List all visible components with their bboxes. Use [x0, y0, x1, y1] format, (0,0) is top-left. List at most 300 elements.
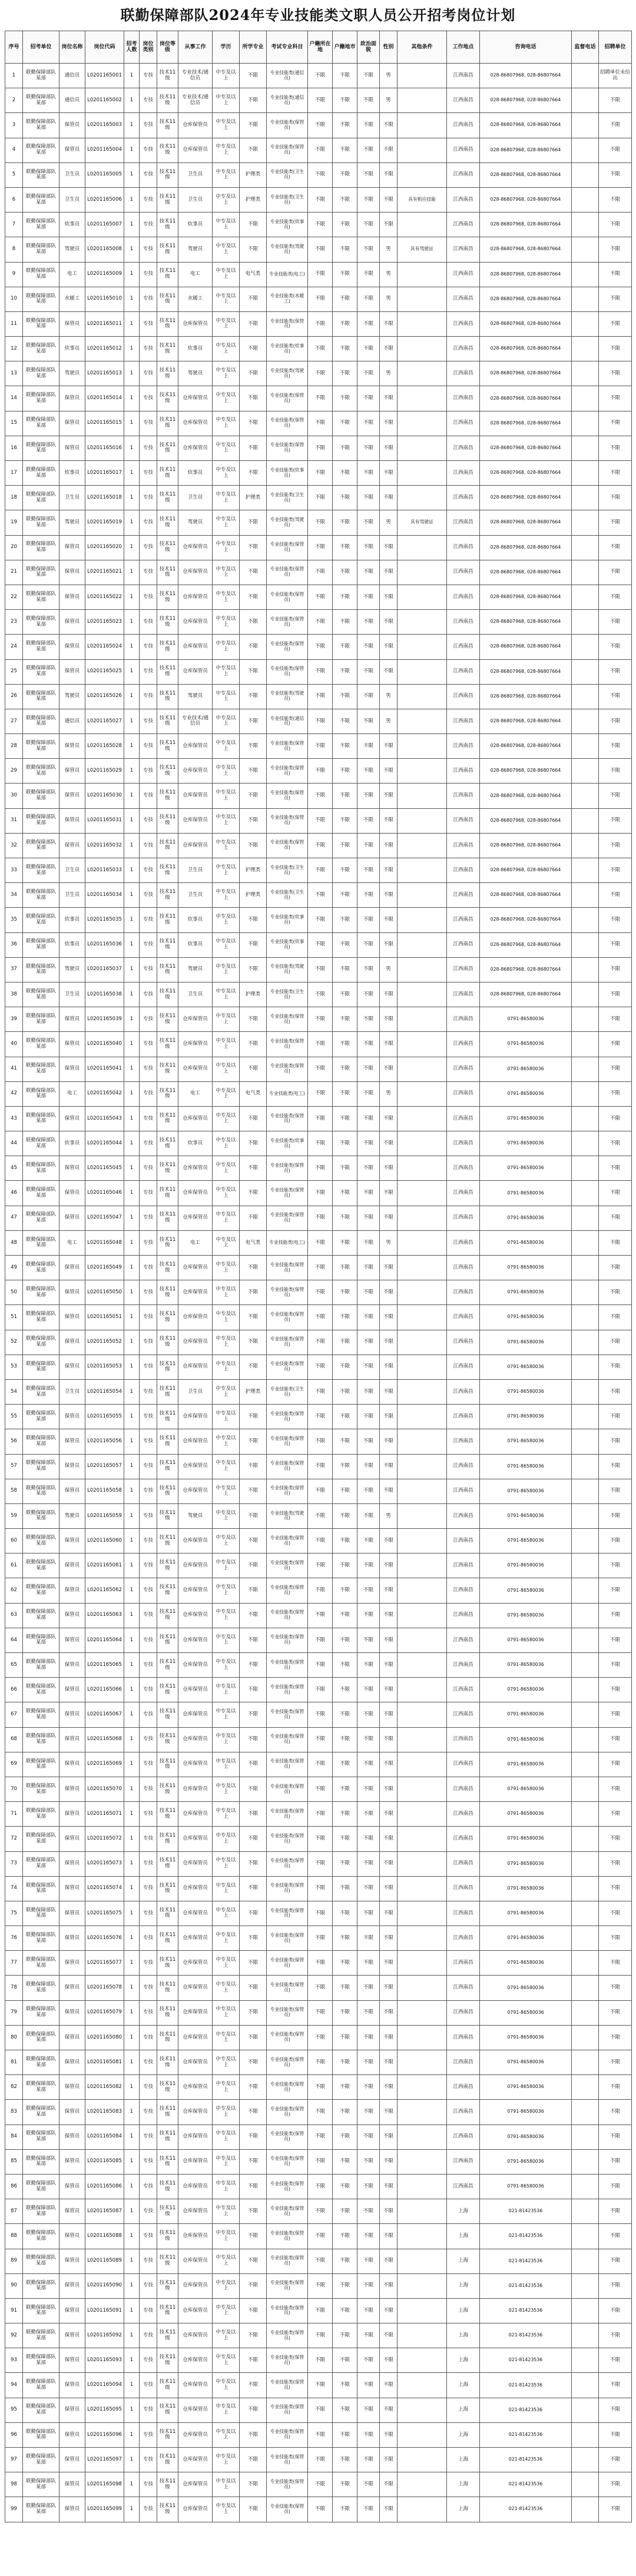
category-cell: 专技	[140, 734, 157, 759]
household-cell: 不限	[308, 1603, 333, 1628]
gender-cell: 不限	[380, 311, 398, 336]
household-cell: 不限	[308, 808, 333, 833]
category-cell: 专技	[140, 2100, 157, 2124]
position-cell: 炊事员	[59, 908, 85, 932]
gender-cell: 不限	[380, 1802, 398, 1827]
count-cell: 1	[124, 1479, 140, 1503]
exam-cell: 专业技能类(保管员)	[267, 659, 308, 684]
conditions-cell	[398, 1355, 447, 1379]
table-row	[5, 1181, 632, 1206]
household-cell: 不限	[308, 2224, 333, 2249]
city-cell: 不限	[333, 287, 357, 311]
household-cell: 不限	[308, 386, 333, 411]
work-cell: 仓库保管员	[178, 1802, 213, 1827]
count-cell: 1	[124, 337, 140, 361]
position-cell: 保管员	[59, 1454, 85, 1479]
conditions-cell	[398, 734, 447, 759]
location-cell: 江西南昌	[447, 486, 480, 510]
conditions-cell	[398, 1131, 447, 1156]
category-cell: 专技	[140, 784, 157, 808]
major-cell: 不限	[240, 2000, 267, 2025]
major-cell: 不限	[240, 1330, 267, 1355]
education-cell: 中专及以上	[213, 1256, 240, 1280]
employer-cell: 不限	[599, 1976, 632, 2000]
work-cell: 电工	[178, 1081, 213, 1106]
education-cell: 中专及以上	[213, 287, 240, 311]
table-row	[5, 88, 632, 113]
education-cell: 中专及以上	[213, 2199, 240, 2224]
position-cell: 保管员	[59, 2373, 85, 2398]
household-cell: 不限	[308, 2100, 333, 2124]
work-cell: 仓库保管员	[178, 1405, 213, 1429]
conditions-cell	[398, 659, 447, 684]
position-cell: 保管员	[59, 2348, 85, 2373]
city-cell: 不限	[333, 337, 357, 361]
education-cell: 中专及以上	[213, 883, 240, 908]
conditions-cell	[398, 436, 447, 460]
city-cell: 不限	[333, 361, 357, 386]
phone-cell: 028-86807968, 028-86807664	[480, 535, 572, 560]
unit-cell: 联勤保障部队某部	[23, 734, 59, 759]
politics-cell: 不限	[357, 2075, 380, 2100]
unit-cell: 联勤保障部队某部	[23, 709, 59, 733]
education-cell: 中专及以上	[213, 2075, 240, 2100]
location-cell: 江西南昌	[447, 1678, 480, 1702]
politics-cell: 不限	[357, 311, 380, 336]
row-number: 72	[5, 1827, 23, 1851]
politics-cell: 不限	[357, 1429, 380, 1454]
location-cell: 江西南昌	[447, 510, 480, 535]
supervision-cell	[572, 734, 599, 759]
conditions-cell	[398, 1405, 447, 1429]
position-cell: 保管员	[59, 1181, 85, 1206]
major-cell: 不限	[240, 287, 267, 311]
level-cell: 技术11级	[157, 2497, 178, 2522]
household-cell: 不限	[308, 2273, 333, 2298]
count-cell: 1	[124, 2124, 140, 2149]
category-cell: 专技	[140, 1230, 157, 1255]
gender-cell: 不限	[380, 759, 398, 784]
category-cell: 专技	[140, 1727, 157, 1752]
gender-cell: 不限	[380, 908, 398, 932]
code-cell: L0201165090	[85, 2273, 124, 2298]
count-cell: 1	[124, 585, 140, 609]
city-cell: 不限	[333, 684, 357, 709]
city-cell: 不限	[333, 957, 357, 982]
work-cell: 仓库保管员	[178, 2298, 213, 2323]
politics-cell: 不限	[357, 2273, 380, 2298]
location-cell: 江西南昌	[447, 1330, 480, 1355]
politics-cell: 不限	[357, 2422, 380, 2447]
gender-cell: 男	[380, 262, 398, 287]
row-number: 23	[5, 610, 23, 635]
employer-cell: 不限	[599, 932, 632, 957]
unit-cell: 联勤保障部队某部	[23, 2398, 59, 2422]
exam-cell: 专业技能类(保管员)	[267, 436, 308, 460]
gender-cell: 不限	[380, 2298, 398, 2323]
politics-cell: 不限	[357, 1330, 380, 1355]
conditions-cell	[398, 1081, 447, 1106]
education-cell: 中专及以上	[213, 1653, 240, 1678]
row-number: 5	[5, 162, 23, 187]
gender-cell: 不限	[380, 932, 398, 957]
exam-cell: 专业技能类(保管员)	[267, 808, 308, 833]
exam-cell: 专业技能类(保管员)	[267, 2224, 308, 2249]
education-cell: 中专及以上	[213, 2174, 240, 2199]
count-cell: 1	[124, 311, 140, 336]
row-number: 17	[5, 461, 23, 486]
location-cell: 江西南昌	[447, 113, 480, 138]
gender-cell: 不限	[380, 1777, 398, 1801]
employer-cell: 不限	[599, 2174, 632, 2199]
household-cell: 不限	[308, 2472, 333, 2497]
education-cell: 中专及以上	[213, 2025, 240, 2050]
level-cell: 技术11级	[157, 1330, 178, 1355]
position-cell: 保管员	[59, 1851, 85, 1876]
position-cell: 驾驶员	[59, 361, 85, 386]
position-cell: 保管员	[59, 2422, 85, 2447]
supervision-cell	[572, 2323, 599, 2348]
conditions-cell	[398, 2323, 447, 2348]
level-cell: 技术11级	[157, 2075, 178, 2100]
count-cell: 1	[124, 1702, 140, 1727]
conditions-cell	[398, 2174, 447, 2199]
gender-cell: 不限	[380, 1106, 398, 1131]
row-number: 62	[5, 1578, 23, 1603]
table-header	[5, 31, 632, 64]
unit-cell: 联勤保障部队某部	[23, 1752, 59, 1777]
code-cell: L0201165009	[85, 262, 124, 287]
major-cell: 不限	[240, 311, 267, 336]
phone-cell: 028-86807968, 028-86807664	[480, 784, 572, 808]
level-cell: 技术11级	[157, 1876, 178, 1901]
major-cell: 不限	[240, 2373, 267, 2398]
phone-cell: 028-86807968, 028-86807664	[480, 162, 572, 187]
employer-cell: 不限	[599, 2448, 632, 2472]
household-cell: 不限	[308, 1230, 333, 1255]
column-header: 岗位类别	[140, 31, 157, 64]
exam-cell: 专业技能类(保管员)	[267, 1802, 308, 1827]
unit-cell: 联勤保障部队某部	[23, 311, 59, 336]
work-cell: 仓库保管员	[178, 1330, 213, 1355]
household-cell: 不限	[308, 1379, 333, 1404]
exam-cell: 专业技能类(保管员)	[267, 1603, 308, 1628]
location-cell: 江西南昌	[447, 436, 480, 460]
exam-cell: 专业技能类(保管员)	[267, 1007, 308, 1032]
major-cell: 不限	[240, 659, 267, 684]
row-number: 46	[5, 1181, 23, 1206]
exam-cell: 专业技能类(保管员)	[267, 759, 308, 784]
conditions-cell	[398, 982, 447, 1007]
work-cell: 卫生员	[178, 486, 213, 510]
household-cell: 不限	[308, 1131, 333, 1156]
phone-cell: 0791-86580036	[480, 2000, 572, 2025]
politics-cell: 不限	[357, 759, 380, 784]
employer-cell: 不限	[599, 709, 632, 733]
unit-cell: 联勤保障部队某部	[23, 213, 59, 237]
conditions-cell	[398, 1653, 447, 1678]
category-cell: 专技	[140, 908, 157, 932]
table-row	[5, 2149, 632, 2174]
supervision-cell	[572, 858, 599, 883]
unit-cell: 联勤保障部队某部	[23, 784, 59, 808]
phone-cell: 021-81423536	[480, 2448, 572, 2472]
level-cell: 技术11级	[157, 610, 178, 635]
code-cell: L0201165024	[85, 635, 124, 659]
household-cell: 不限	[308, 2075, 333, 2100]
code-cell: L0201165092	[85, 2323, 124, 2348]
exam-cell: 专业技能类(保管员)	[267, 784, 308, 808]
education-cell: 中专及以上	[213, 908, 240, 932]
politics-cell: 不限	[357, 1603, 380, 1628]
category-cell: 专技	[140, 982, 157, 1007]
politics-cell: 不限	[357, 1081, 380, 1106]
employer-cell: 不限	[599, 1230, 632, 1255]
education-cell: 中专及以上	[213, 833, 240, 858]
household-cell: 不限	[308, 138, 333, 162]
level-cell: 技术11级	[157, 2124, 178, 2149]
conditions-cell	[398, 2298, 447, 2323]
code-cell: L0201165058	[85, 1479, 124, 1503]
position-cell: 保管员	[59, 659, 85, 684]
phone-cell: 028-86807968, 028-86807664	[480, 635, 572, 659]
code-cell: L0201165054	[85, 1379, 124, 1404]
conditions-cell	[398, 88, 447, 113]
gender-cell: 不限	[380, 1206, 398, 1230]
unit-cell: 联勤保障部队某部	[23, 1280, 59, 1305]
exam-cell: 专业技能类(驾驶员)	[267, 957, 308, 982]
table-row	[5, 1355, 632, 1379]
position-cell: 卫生员	[59, 982, 85, 1007]
code-cell: L0201165064	[85, 1628, 124, 1652]
table-row	[5, 1405, 632, 1429]
count-cell: 1	[124, 1032, 140, 1057]
row-number: 90	[5, 2273, 23, 2298]
location-cell: 江西南昌	[447, 1479, 480, 1503]
count-cell: 1	[124, 461, 140, 486]
city-cell: 不限	[333, 64, 357, 88]
category-cell: 专技	[140, 213, 157, 237]
supervision-cell	[572, 560, 599, 585]
table-row	[5, 1280, 632, 1305]
unit-cell: 联勤保障部队某部	[23, 808, 59, 833]
exam-cell: 专业技能类(保管员)	[267, 560, 308, 585]
table-row	[5, 2398, 632, 2422]
exam-cell: 专业技能类(炊事员)	[267, 932, 308, 957]
level-cell: 技术11级	[157, 659, 178, 684]
location-cell: 江西南昌	[447, 957, 480, 982]
phone-cell: 0791-86580036	[480, 1057, 572, 1081]
table-row	[5, 808, 632, 833]
position-cell: 保管员	[59, 2075, 85, 2100]
row-number: 22	[5, 585, 23, 609]
table-row	[5, 1752, 632, 1777]
code-cell: L0201165057	[85, 1454, 124, 1479]
table-row	[5, 1876, 632, 1901]
position-cell: 保管员	[59, 734, 85, 759]
conditions-cell	[398, 1429, 447, 1454]
row-number: 39	[5, 1007, 23, 1032]
position-cell: 保管员	[59, 1702, 85, 1727]
supervision-cell	[572, 1653, 599, 1678]
household-cell: 不限	[308, 535, 333, 560]
education-cell: 中专及以上	[213, 759, 240, 784]
education-cell: 中专及以上	[213, 64, 240, 88]
location-cell: 江西南昌	[447, 1230, 480, 1255]
category-cell: 专技	[140, 2298, 157, 2323]
level-cell: 技术11级	[157, 684, 178, 709]
row-number: 96	[5, 2422, 23, 2447]
gender-cell: 不限	[380, 1529, 398, 1553]
conditions-cell	[398, 858, 447, 883]
politics-cell: 不限	[357, 88, 380, 113]
supervision-cell	[572, 2174, 599, 2199]
conditions-cell	[398, 684, 447, 709]
politics-cell: 不限	[357, 982, 380, 1007]
table-row	[5, 759, 632, 784]
employer-cell: 不限	[599, 957, 632, 982]
politics-cell: 不限	[357, 2323, 380, 2348]
exam-cell: 专业技能类(保管员)	[267, 138, 308, 162]
level-cell: 技术11级	[157, 1355, 178, 1379]
politics-cell: 不限	[357, 337, 380, 361]
exam-cell: 专业技能类(保管员)	[267, 535, 308, 560]
level-cell: 技术11级	[157, 1702, 178, 1727]
table-row	[5, 386, 632, 411]
unit-cell: 联勤保障部队某部	[23, 1256, 59, 1280]
gender-cell: 不限	[380, 337, 398, 361]
education-cell: 中专及以上	[213, 2224, 240, 2249]
work-cell: 驾驶员	[178, 957, 213, 982]
position-cell: 炊事员	[59, 932, 85, 957]
count-cell: 1	[124, 1578, 140, 1603]
code-cell: L0201165004	[85, 138, 124, 162]
politics-cell: 不限	[357, 560, 380, 585]
count-cell: 1	[124, 411, 140, 436]
phone-cell: 0791-86580036	[480, 1081, 572, 1106]
city-cell: 不限	[333, 2149, 357, 2174]
position-cell: 保管员	[59, 1007, 85, 1032]
position-cell: 保管员	[59, 1156, 85, 1181]
employer-cell: 不限	[599, 2373, 632, 2398]
employer-cell: 不限	[599, 784, 632, 808]
table-row	[5, 1678, 632, 1702]
work-cell: 仓库保管员	[178, 659, 213, 684]
education-cell: 中专及以上	[213, 1752, 240, 1777]
major-cell: 不限	[240, 1702, 267, 1727]
table-row	[5, 1503, 632, 1528]
count-cell: 1	[124, 1529, 140, 1553]
category-cell: 专技	[140, 2373, 157, 2398]
city-cell: 不限	[333, 659, 357, 684]
supervision-cell	[572, 2422, 599, 2447]
exam-cell: 专业技能类(保管员)	[267, 1702, 308, 1727]
location-cell: 江西南昌	[447, 709, 480, 733]
gender-cell: 不限	[380, 858, 398, 883]
table-row	[5, 1131, 632, 1156]
unit-cell: 联勤保障部队某部	[23, 2050, 59, 2075]
category-cell: 专技	[140, 883, 157, 908]
city-cell: 不限	[333, 88, 357, 113]
table-row	[5, 784, 632, 808]
count-cell: 1	[124, 759, 140, 784]
work-cell: 仓库保管员	[178, 635, 213, 659]
count-cell: 1	[124, 1131, 140, 1156]
exam-cell: 专业技能类(炊事员)	[267, 1131, 308, 1156]
phone-cell: 028-86807968, 028-86807664	[480, 610, 572, 635]
work-cell: 仓库保管员	[178, 1280, 213, 1305]
count-cell: 1	[124, 2298, 140, 2323]
category-cell: 专技	[140, 1355, 157, 1379]
category-cell: 专技	[140, 2249, 157, 2273]
employer-cell: 不限	[599, 1379, 632, 1404]
position-cell: 炊事员	[59, 461, 85, 486]
household-cell: 不限	[308, 709, 333, 733]
exam-cell: 专业技能类(通信员)	[267, 88, 308, 113]
row-number: 67	[5, 1702, 23, 1727]
household-cell: 不限	[308, 2398, 333, 2422]
gender-cell: 不限	[380, 1976, 398, 2000]
row-number: 1	[5, 64, 23, 88]
exam-cell: 专业技能类(电工)	[267, 1230, 308, 1255]
gender-cell: 不限	[380, 1752, 398, 1777]
code-cell: L0201165039	[85, 1007, 124, 1032]
code-cell: L0201165072	[85, 1827, 124, 1851]
phone-cell: 028-86807968, 028-86807664	[480, 88, 572, 113]
major-cell: 不限	[240, 932, 267, 957]
category-cell: 专技	[140, 560, 157, 585]
supervision-cell	[572, 2398, 599, 2422]
code-cell: L0201165059	[85, 1503, 124, 1528]
work-cell: 仓库保管员	[178, 311, 213, 336]
position-cell: 保管员	[59, 386, 85, 411]
exam-cell: 专业技能类(驾驶员)	[267, 510, 308, 535]
education-cell: 中专及以上	[213, 2273, 240, 2298]
supervision-cell	[572, 1851, 599, 1876]
major-cell: 护理类	[240, 486, 267, 510]
employer-cell: 不限	[599, 2422, 632, 2447]
city-cell: 不限	[333, 808, 357, 833]
level-cell: 技术11级	[157, 1156, 178, 1181]
category-cell: 专技	[140, 311, 157, 336]
count-cell: 1	[124, 808, 140, 833]
table-row	[5, 1032, 632, 1057]
code-cell: L0201165020	[85, 535, 124, 560]
gender-cell: 男	[380, 684, 398, 709]
major-cell: 电气类	[240, 1230, 267, 1255]
education-cell: 中专及以上	[213, 2323, 240, 2348]
unit-cell: 联勤保障部队某部	[23, 1007, 59, 1032]
gender-cell: 不限	[380, 734, 398, 759]
supervision-cell	[572, 64, 599, 88]
code-cell: L0201165073	[85, 1851, 124, 1876]
major-cell: 不限	[240, 1305, 267, 1330]
location-cell: 江西南昌	[447, 411, 480, 436]
exam-cell: 专业技能类(保管员)	[267, 1355, 308, 1379]
city-cell: 不限	[333, 1876, 357, 1901]
column-header: 所学专业	[240, 31, 267, 64]
category-cell: 专技	[140, 2323, 157, 2348]
city-cell: 不限	[333, 187, 357, 212]
unit-cell: 联勤保障部队某部	[23, 1181, 59, 1206]
conditions-cell	[398, 1777, 447, 1801]
code-cell: L0201165070	[85, 1777, 124, 1801]
employer-cell: 不限	[599, 361, 632, 386]
code-cell: L0201165066	[85, 1678, 124, 1702]
code-cell: L0201165060	[85, 1529, 124, 1553]
city-cell: 不限	[333, 932, 357, 957]
level-cell: 技术11级	[157, 138, 178, 162]
